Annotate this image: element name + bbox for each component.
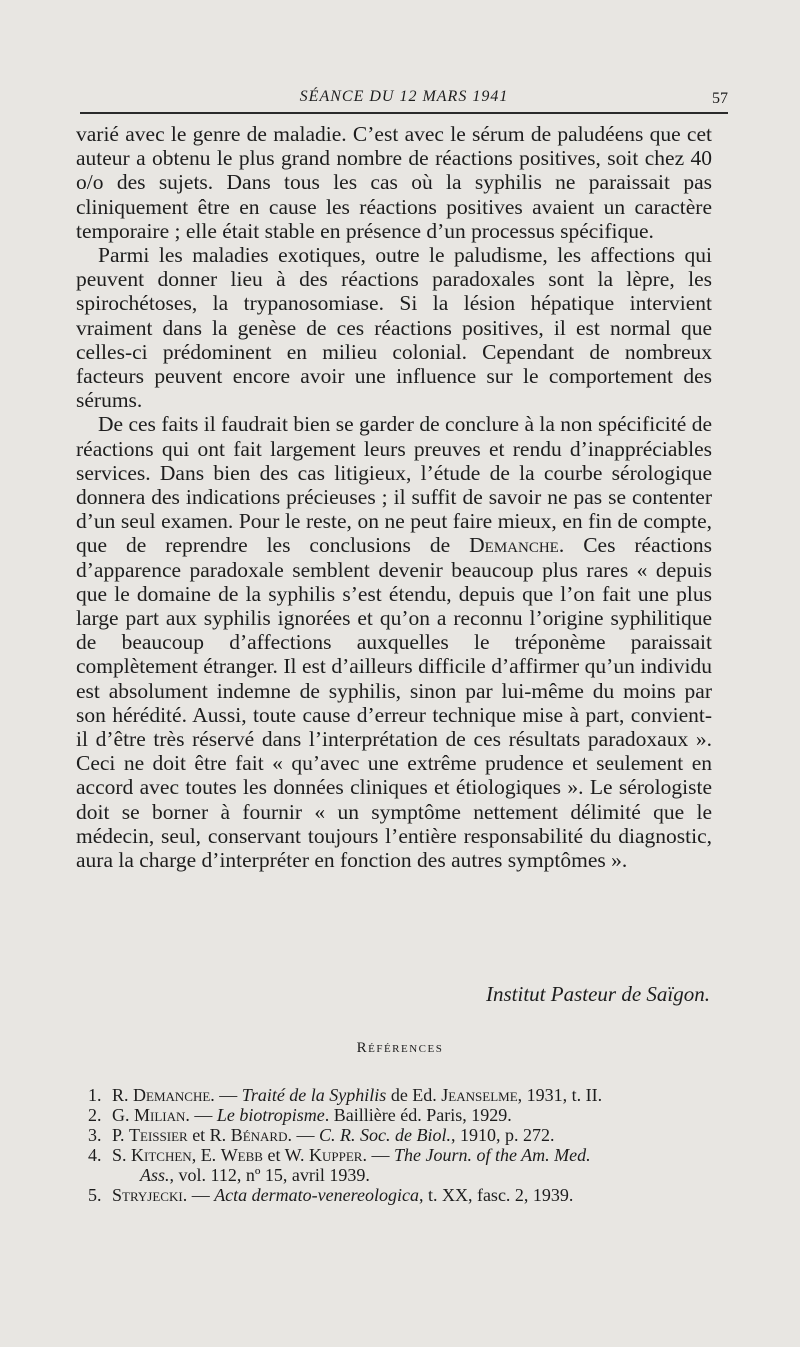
reference-segment: Webb (220, 1145, 263, 1165)
reference-segment: S. (112, 1145, 132, 1165)
author-demanche: Demanche (469, 533, 559, 558)
reference-number: 3. (88, 1125, 102, 1145)
reference-segment: . — (362, 1145, 394, 1165)
reference-segment: et W. (262, 1145, 309, 1165)
page-number: 57 (712, 90, 728, 107)
reference-segment: Kupper (308, 1145, 363, 1165)
reference-number: 5. (88, 1185, 102, 1205)
paragraph-1: varié avec le genre de maladie. C’est avec le sérum de paludéens que cet auteur a obtenu le plus grand nombre de réactions positives, soit chez 40 o/o des sujets. Dans tous les cas où la syphilis ne paraissait pas cliniquement être en cause les réactions positives avaient un caractère temporaire ; elle était stable en présence d’un processus spécifique. (76, 122, 712, 243)
reference-text (112, 1125, 728, 1145)
reference-number: 4. (88, 1145, 102, 1165)
reference-segment: . — (182, 1185, 215, 1205)
reference-segment: Demanche (133, 1085, 211, 1105)
reference-segment: C. R. Soc. de Biol. (318, 1125, 451, 1145)
body-text (76, 122, 712, 872)
reference-segment: . Baillière éd. Paris, 1929. (324, 1105, 512, 1125)
reference-segment: Bénard (230, 1125, 288, 1145)
paragraph-2: Parmi les maladies exotiques, outre le paludisme, les affections qui peuvent donner lieu à des réactions paradoxales sont la lèpre, les spirochétoses, la trypanosomiase. Si la lésion hépatique intervient vraiment dans la genèse de ces réactions positives, il est normal que celles-ci prédominent en milieu colonial. Cependant de nombreux facteurs peuvent encore avoir une influence sur le comportement des sérums. (76, 243, 712, 413)
references-list (88, 1085, 728, 1205)
reference-segment: Traité de la Syphilis (241, 1085, 387, 1105)
reference-number: 1. (88, 1085, 102, 1105)
reference-segment: Jeanselme (441, 1085, 518, 1105)
reference-segment: . — (210, 1085, 242, 1105)
paragraph-3-part-b: . Ces réactions d’apparence paradoxale semblent devenir beaucoup plus rares « depuis que le domaine de la syphilis s’est étendu, depuis que l’on fait une plus large part aux syphilis ignorées et qu’on a reconnu l’origine syphilitique de beaucoup d’affections auxquelles le tréponème paraissait complètement étranger. Il est d’ailleurs difficile d’affirmer qu’un individu est absolument indemne de syphilis, sinon par lui-même du moins par son hérédité. Aussi, toute cause d’erreur technique mise à part, convient-il d’être très réservé dans l’interprétation de ces résultats paradoxaux ». Ceci ne doit être fait « qu’avec une extrême prudence et seulement en accord avec toutes les données cliniques et étiologiques ». Le sérologiste doit se borner à fournir « un symptôme nettement délimité que le médecin, seul, conservant toujours l’entière responsabilité du diagnostic, aura la charge d’interpréter en fonction des autres symptômes ». (76, 533, 713, 873)
reference-segment: . — (287, 1125, 319, 1145)
reference-segment: de Ed. (386, 1085, 442, 1105)
reference-text (112, 1105, 728, 1125)
reference-continuation (112, 1165, 728, 1185)
paragraph-3 (76, 412, 712, 872)
reference-text (112, 1085, 728, 1105)
reference-segment: The Journ. of the Am. Med. (393, 1145, 591, 1165)
institution-signature: Institut Pasteur de Saïgon. (486, 982, 710, 1006)
references-heading: Références (356, 1040, 444, 1056)
reference-item (88, 1145, 728, 1185)
paragraph-3-part-a: De ces faits il faudrait bien se garder de conclure à la non spécificité de réactions qui ont fait largement leurs preuves et rendu d’inappréciables services. Dans bien des cas litigieux, l’étude de la courbe sérologique donnera des indications précieuses ; il suffit de savoir ne pas se contenter d’un seul examen. Pour le reste, on ne peut faire mieux, en fin de compte, que de reprendre les conclusions de (76, 412, 712, 558)
reference-number: 2. (88, 1105, 102, 1125)
reference-segment: Acta dermato-venereologica (214, 1185, 419, 1205)
reference-segment: Kitchen (131, 1145, 192, 1165)
reference-segment: , E. (191, 1145, 221, 1165)
reference-segment: . — (185, 1105, 217, 1125)
reference-segment: Stryjecki (112, 1185, 183, 1205)
reference-segment: Milian (134, 1105, 186, 1125)
reference-segment: et R. (187, 1125, 231, 1145)
reference-item (88, 1125, 728, 1145)
reference-item (88, 1085, 728, 1105)
reference-item (88, 1105, 728, 1125)
reference-segment: , vol. 112, nº 15, avril 1939. (169, 1165, 370, 1185)
reference-text (112, 1185, 728, 1205)
reference-segment: R. (112, 1085, 134, 1105)
reference-segment: P. (112, 1125, 130, 1145)
running-header (80, 80, 728, 114)
reference-segment: , 1931, t. II. (517, 1085, 603, 1105)
reference-item (88, 1185, 728, 1205)
header-rule (80, 112, 728, 114)
reference-segment: Le biotropisme (216, 1105, 325, 1125)
reference-segment: , 1910, p. 272. (450, 1125, 555, 1145)
header-title: SÉANCE DU 12 MARS 1941 (299, 88, 509, 105)
reference-segment: Teissier (129, 1125, 188, 1145)
reference-segment: G. (112, 1105, 134, 1125)
reference-segment: , t. XX, fasc. 2, 1939. (418, 1185, 574, 1205)
reference-segment: Ass. (140, 1165, 170, 1185)
reference-text (112, 1145, 728, 1165)
